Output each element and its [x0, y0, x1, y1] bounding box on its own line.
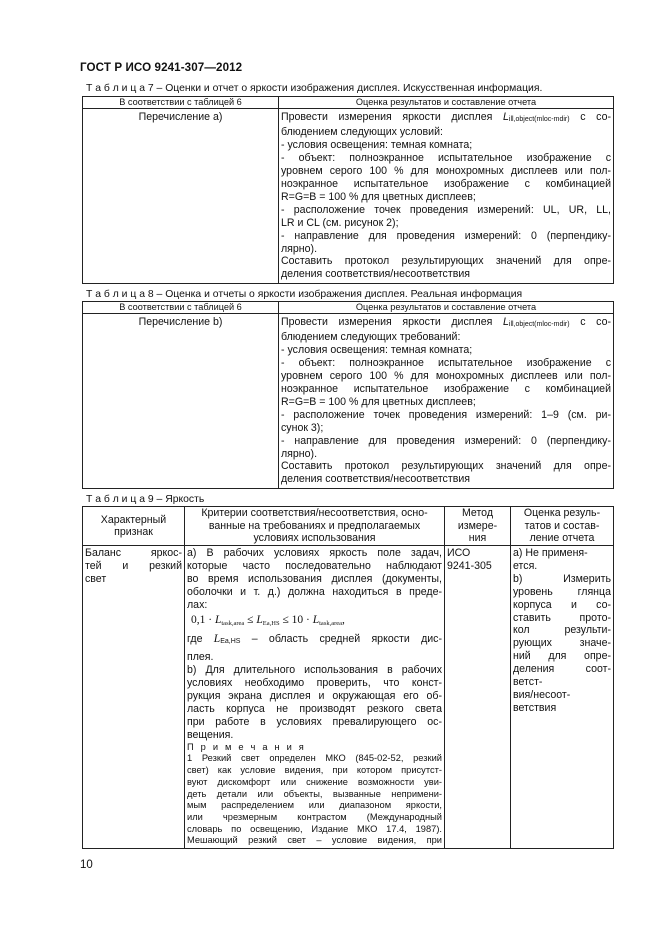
table8-col1-header: В соответствии с таблицей 6 — [83, 302, 279, 314]
table7-col2-header: Оценка результатов и составление отчета — [279, 97, 614, 109]
table9-header-criteria: Критерии соответствия/несоответствия, осно- ванные на требованиях и предполагаемых условиях использования — [185, 507, 445, 546]
table9-feature: Баланс яркос- тей и резкий свет — [83, 546, 185, 849]
page-number: 10 — [80, 859, 93, 871]
table8 — [82, 301, 614, 489]
table9-header-evaluation: Оценка резуль- татов и состав- ление отчета — [511, 507, 614, 546]
table9-header-method: Метод измере- ния — [445, 507, 511, 546]
table7-text: Провести измерения яркости дисплея Lill,object(mloc-mdir) с со- блюдением следующих условий: - условия освещения: темная комната; - объект: полноэкранное испытательное изображение с уровнем серого 100 % для монохромных дисплеев или пол- ноэкранное испытательное изображение с комбинацией R=G=B = 100 % для цветных дисплеев; - расположение точек проведения измерений: UL, UR, LL, LR и CL (см. рисунок 2); - направление для проведения измерений: 0 (перпендику- лярно). Составить протокол результирующих значений для опре- деления соответствия/несоответствия — [279, 108, 614, 284]
table8-item: Перечисление b) — [83, 313, 279, 489]
luminance-formula: 0,1 · Ltask,area ≤ LEa,HS ≤ 10 · Ltask,area, — [191, 613, 345, 627]
table9-criteria: а) В рабочих условиях яркость поле задач, которые часто последовательно наблюдают во время использования дисплея (документы, оболочки и т. д.) должна находиться в преде- лах: 0,1 · Ltask,area ≤ LEa,HS ≤ 10 · Ltask,area, где LEa,HS – область средней яркости дис- плея. b) Для длительного использования в рабочих условиях необходимо проверить, что конст- рукция экрана дисплея и окружающая его об- ласть корпуса не производят резкого света при работе в условиях превалирующего ос- вещения. П р и м е ч а н и я 1 Резкий свет определен МКО (845-02-52, резкий свет) как условие видения, при котором присутст- вуют дискомфорт или снижение возможности уви- деть детали или объекты, вызванные непримени- мым распределением или диапазоном яркости, или чрезмерным контрастом (Международный словарь по освещению, Издание МКО 17.4, 1987). Мешающий резкий свет – условие видения, при — [185, 546, 445, 849]
document-header: ГОСТ Р ИСО 9241-307—2012 — [80, 61, 243, 74]
notes-title: П р и м е ч а н и я — [187, 741, 307, 752]
notes: 1 Резкий свет определен МКО (845-02-52, резкий свет) как условие видения, при котором присутст- вуют дискомфорт или снижение возможности уви- деть детали или объекты, вызванные непримени- мым распределением или диапазоном яркости, или чрезмерным контрастом (Международный словарь по освещению, Издание МКО 17.4, 1987). Мешающий резкий свет – условие видения, при — [187, 753, 442, 846]
table8-caption: Т а б л и ц а 8 – Оценка и отчеты о яркости изображения дисплея. Реальная информация — [86, 289, 523, 300]
table7 — [82, 96, 614, 284]
table9-header-feature: Характерный признак — [83, 507, 185, 546]
table9-evaluation: а) Не применя- ется. b) Измерить уровень глянца корпуса и со- ставить прото- кол результи- рующих значе- ний для опре- деления соот- ветст- вия/несоот- ветствия — [511, 546, 614, 849]
table7-col1-header: В соответствии с таблицей 6 — [83, 97, 279, 109]
table7-caption: Т а б л и ц а 7 – Оценки и отчет о яркости изображения дисплея. Искусственная информация. — [86, 83, 543, 94]
table9 — [82, 506, 614, 849]
table9-caption: Т а б л и ц а 9 – Яркость — [86, 494, 205, 505]
table9-method: ИСО 9241-305 — [445, 546, 511, 849]
table8-text: Провести измерения яркости дисплея Lill,object(mloc-mdir) с со- блюдением следующих требований: - условия освещения: темная комната; - объект: полноэкранное испытательное изображение с уровнем серого 100 % для монохромных дисплеев или пол- ноэкранное испытательное изображение с комбинацией R=G=B = 100 % для цветных дисплеев; - расположение точек проведения измерений: 1–9 (см. ри- сунок 3); - направление для проведения измерений: 0 (перпендику- лярно). Составить протокол результирующих значений для опре- деления соответствия/несоответствия — [279, 313, 614, 489]
table8-col2-header: Оценка результатов и составление отчета — [279, 302, 614, 314]
table7-item: Перечисление а) — [83, 108, 279, 284]
